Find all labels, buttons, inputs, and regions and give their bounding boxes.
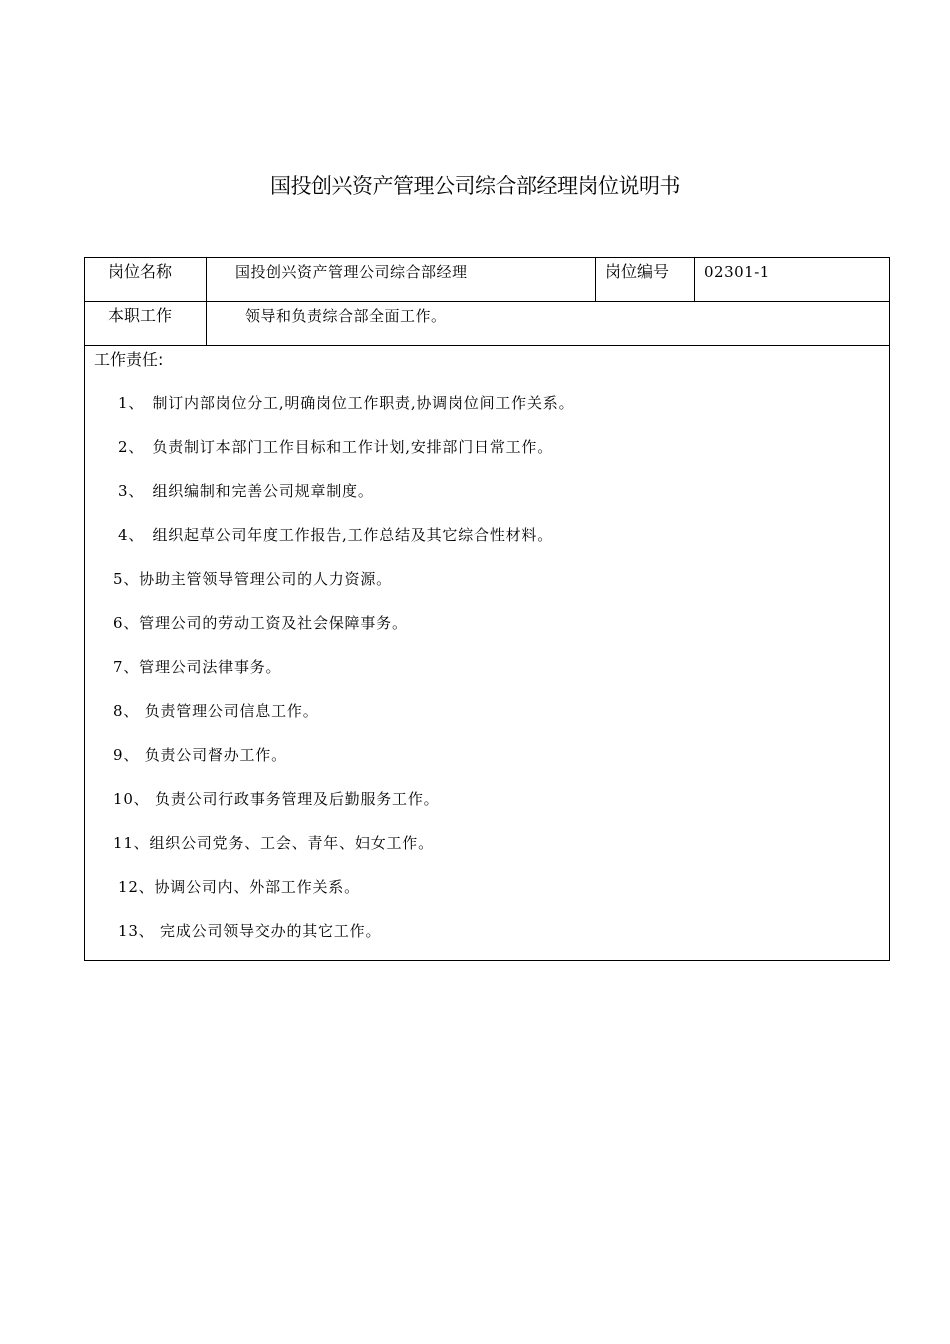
- list-item: 9、 负责公司督办工作。: [113, 746, 287, 764]
- list-item: 4、 组织起草公司年度工作报告,工作总结及其它综合性材料。: [118, 526, 554, 544]
- job-description-table: [84, 257, 890, 961]
- list-item: 7、管理公司法律事务。: [113, 658, 282, 676]
- position-row: [85, 258, 889, 302]
- list-item: 6、管理公司的劳动工资及社会保障事务。: [113, 614, 408, 632]
- column-divider: [206, 258, 207, 301]
- position-code-label: 岗位编号: [605, 262, 670, 281]
- main-work-row: [85, 302, 889, 346]
- position-name-label: 岗位名称: [108, 262, 173, 281]
- list-item: 13、 完成公司领导交办的其它工作。: [118, 922, 382, 940]
- list-item: 10、 负责公司行政事务管理及后勤服务工作。: [113, 790, 440, 808]
- list-item: 11、组织公司党务、工会、青年、妇女工作。: [113, 834, 434, 852]
- list-item: 3、 组织编制和完善公司规章制度。: [118, 482, 374, 500]
- document-title: 国投创兴资产管理公司综合部经理岗位说明书: [270, 174, 680, 198]
- column-divider: [206, 302, 207, 345]
- main-work-value: 领导和负责综合部全面工作。: [245, 307, 447, 325]
- column-divider: [694, 258, 695, 301]
- position-code-value: 02301-1: [704, 263, 770, 281]
- list-item: 8、 负责管理公司信息工作。: [113, 702, 319, 720]
- list-item: 1、 制订内部岗位分工,明确岗位工作职责,协调岗位间工作关系。: [118, 394, 575, 412]
- list-item: 2、 负责制订本部门工作目标和工作计划,安排部门日常工作。: [118, 438, 554, 456]
- list-item: 12、协调公司内、外部工作关系。: [118, 878, 360, 896]
- position-name-value: 国投创兴资产管理公司综合部经理: [235, 263, 468, 281]
- column-divider: [595, 258, 596, 301]
- list-item: 5、协助主管领导管理公司的人力资源。: [113, 570, 392, 588]
- main-work-label: 本职工作: [108, 306, 173, 325]
- responsibilities-heading: 工作责任:: [94, 350, 164, 369]
